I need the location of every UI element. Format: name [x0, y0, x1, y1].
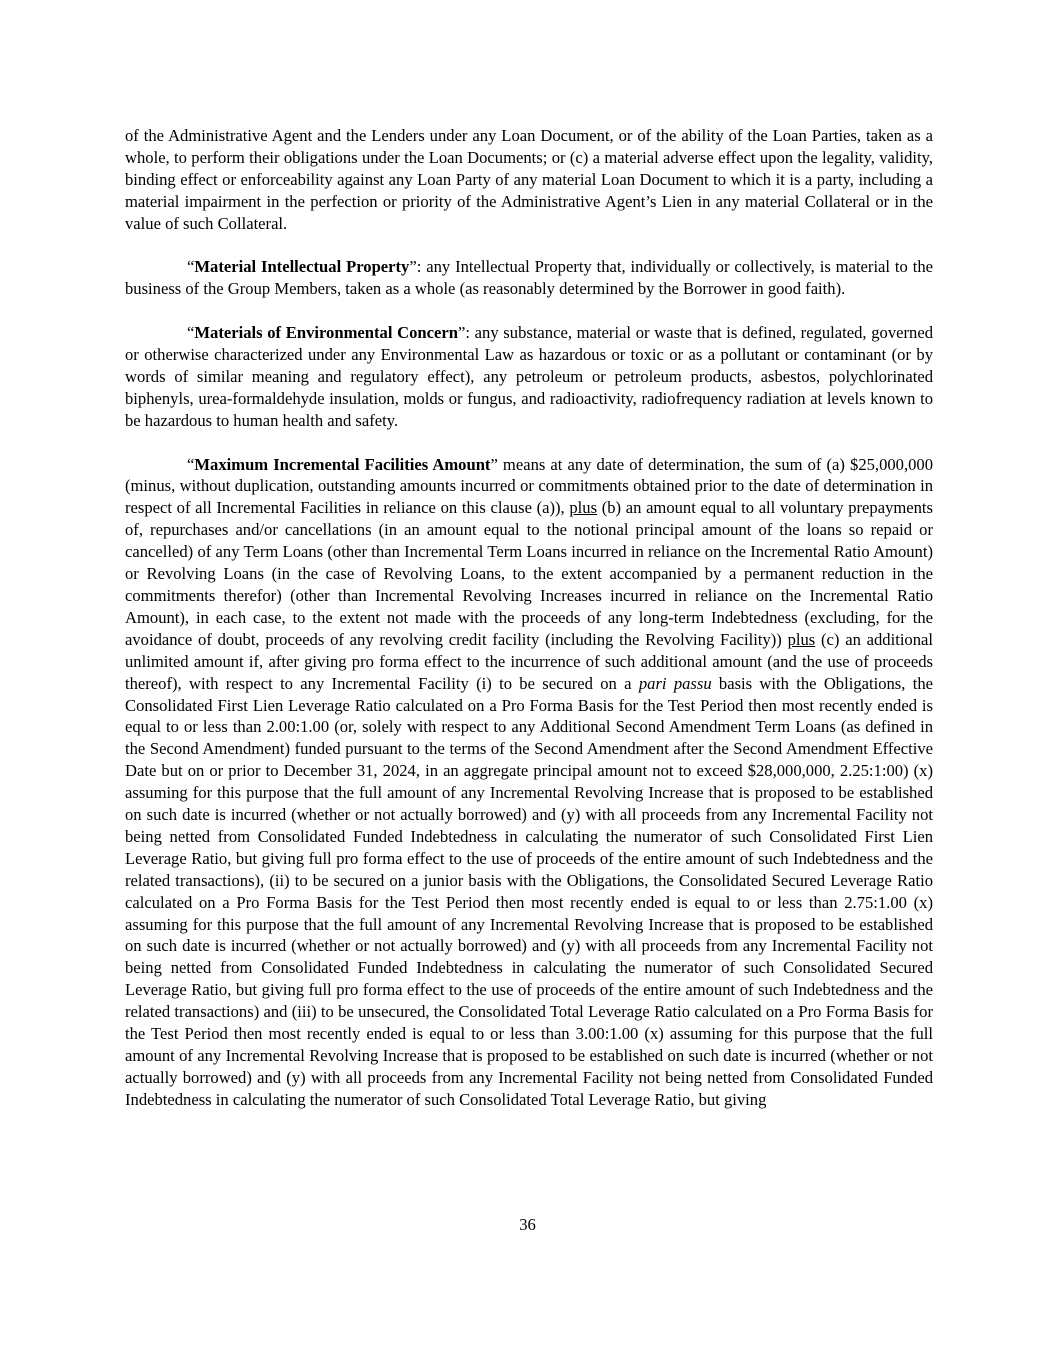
document-body [125, 125, 933, 1133]
definition-text-part-2: (b) an amount equal to all voluntary prepayments of, repurchases and/or cancellations (in an amount equal to the notional principal amount of the loans so repaid or cancelled) of any Term Loans (other than Incremental Term Loans incurred in reliance on the Incremental Ratio Amount) or Revolving Loans (in the case of Revolving Loans, to the extent accompanied by a permanent reduction in the commitments therefor) (other than Incremental Revolving Increases incurred in reliance on the Incremental Ratio Amount), in each case, to the extent not made with the proceeds of any long-term Indebtedness (excluding, for the avoidance of doubt, proceeds of any revolving credit facility (including the Revolving Facility)) [125, 498, 934, 649]
page-number: 36 [519, 1215, 536, 1234]
open-quote: “ [187, 323, 195, 343]
definition-text-part-4: basis with the Obligations, the Consolidated First Lien Leverage Ratio calculated on a Pro Forma Basis for the Test Period then most recently ended is equal to or less than 2.00:1.00 (or, solely with respect to any Additional Second Amendment Term Loans (as defined in the Second Amendment) funded pursuant to the terms of the Second Amendment after the Second Amendment Effective Date but on or prior to December 31, 2024, in an aggregate principal amount not to exceed $28,000,000, 2.25:1:00) (x) assuming for this purpose that the full amount of any Incremental Revolving Increase that is proposed to be established on such date is incurred (whether or not actually borrowed) and (y) with all proceeds from any Incremental Facility not being netted from Consolidated Funded Indebtedness in calculating the numerator of such Consolidated First Lien Leverage Ratio, but giving full pro forma effect to the use of proceeds of the entire amount of such Indebtedness and the related transactions), (ii) to be secured on a junior basis with the Obligations, the Consolidated Secured Leverage Ratio calculated on a Pro Forma Basis for the Test Period then most recently ended is equal to or less than 2.75:1.00 (x) assuming for this purpose that the full amount of any Incremental Revolving Increase that is proposed to be established on such date is incurred (whether or not actually borrowed) and (y) with all proceeds from any Incremental Facility not being netted from Consolidated Funded Indebtedness in calculating the numerator of such Consolidated Secured Leverage Ratio, but giving full pro forma effect to the use of proceeds of the entire amount of such Indebtedness and the related transactions) and (iii) to be unsecured, the Consolidated Total Leverage Ratio calculated on a Pro Forma Basis for the Test Period then most recently ended is equal to or less than 3.00:1.00 (x) assuming for this purpose that the full amount of any Incremental Revolving Increase that is proposed to be established on such date is incurred (whether or not actually borrowed) and (y) with all proceeds from any Incremental Facility not being netted from Consolidated Funded Indebtedness in calculating the numerator of such Consolidated Total Leverage Ratio, but giving [125, 673, 933, 1109]
defined-term: Maximum Incremental Facilities Amount [194, 454, 491, 474]
open-quote: “ [187, 454, 195, 474]
close-quote: ” [409, 257, 417, 277]
underlined-plus: plus [569, 498, 598, 518]
definition-material-intellectual-property [125, 256, 933, 300]
definition-text: : any Intellectual Property that, individually or collectively, is material to the business of the Group Members, taken as a whole (as reasonably determined by the Borrower in good faith). [125, 257, 933, 299]
underlined-plus: plus [787, 629, 816, 649]
close-quote: ” [457, 323, 466, 343]
defined-term: Material Intellectual Property [194, 257, 410, 277]
paragraph-continuation [125, 125, 933, 235]
italic-term: pari passu [638, 673, 712, 693]
definition-text: : any substance, material or waste that is defined, regulated, governed or otherwise characterized under any Environmental Law as hazardous or toxic or as a pollutant or contaminant (or by words of similar meaning and regulatory effect), any petroleum or petroleum products, asbestos, polychlorinated biphenyls, urea-formaldehyde insulation, molds or fungus, and radioactivity, radiofrequency radiation at levels known to be hazardous to human health and safety. [125, 323, 934, 430]
definition-text-part-1: means at any date of determination, the sum of (a) $25,000,000 (minus, without duplication, outstanding amounts incurred or commitments obtained prior to the date of determination in respect of all Incremental Facilities in reliance on this clause (a)), [125, 454, 933, 518]
open-quote: “ [187, 257, 195, 277]
paragraph-text: of the Administrative Agent and the Lenders under any Loan Document, or of the ability of the Loan Parties, taken as a whole, to perform their obligations under the Loan Documents; or (c) a material adverse effect upon the legality, validity, binding effect or enforceability against any Loan Party of any material Loan Document to which it is a party, including a material impairment in the perfection or priority of the Administrative Agent’s Lien in any material Collateral or in the value of such Collateral. [125, 126, 933, 233]
close-quote: ” [490, 454, 498, 474]
defined-term: Materials of Environmental Concern [194, 323, 458, 343]
definition-maximum-incremental-facilities-amount [125, 454, 933, 1111]
definition-materials-of-environmental-concern [125, 322, 933, 432]
definition-text-part-3: (c) an additional unlimited amount if, after giving pro forma effect to the incurrence of such additional amount (and the use of proceeds thereof), with respect to any Incremental Facility (i) to be secured on a [125, 629, 933, 693]
